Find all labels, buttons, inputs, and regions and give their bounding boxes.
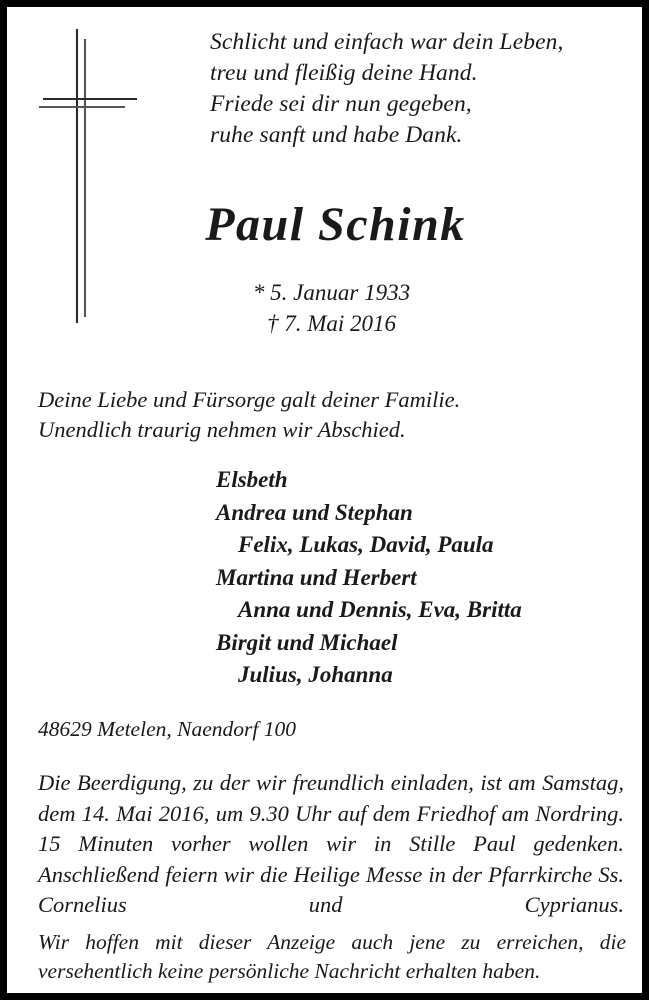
family-name-line: Elsbeth bbox=[216, 467, 288, 492]
birth-date-line: * 5. Januar 1933 bbox=[252, 280, 411, 305]
family-name-line: Birgit und Michael bbox=[216, 629, 398, 655]
funeral-details: Die Beerdigung, zu der wir freundlich einladen, ist am Samstag, dem 14. Mai 2016, um 9.30 Uhr auf dem Friedhof am Nordring. 15 Minuten vorher wollen wir in Stille Paul gedenken. Anschließend feiern wir die Heilige Messe in der Pfarrkirche Ss. Cornelius und Cyprianus. bbox=[38, 770, 624, 917]
family-name-line: Julius, Johanna bbox=[238, 662, 393, 687]
memorial-poem bbox=[210, 27, 630, 151]
family-name-line: Martina und Herbert bbox=[216, 564, 417, 590]
family-name-line: Anna und Dennis, Eva, Britta bbox=[238, 597, 522, 622]
poem-line: Schlicht und einfach war dein Leben, bbox=[210, 29, 564, 55]
life-dates bbox=[7, 277, 642, 339]
tribute-line: Deine Liebe und Fürsorge galt deiner Familie. bbox=[38, 387, 461, 412]
closing-note: Wir hoffen mit dieser Anzeige auch jene zu erreichen, die versehentlich keine persönliche Nachricht erhalten haben. bbox=[38, 930, 626, 983]
deceased-name: Paul Schink bbox=[205, 198, 466, 251]
tribute-text bbox=[38, 385, 598, 445]
family-name-line: Andrea und Stephan bbox=[216, 499, 413, 525]
poem-line: treu und fleißig deine Hand. bbox=[210, 60, 478, 86]
death-date-line: † 7. Mai 2016 bbox=[266, 311, 397, 336]
poem-line: Friede sei dir nun gegeben, bbox=[210, 91, 472, 117]
family-name-line: Felix, Lukas, David, Paula bbox=[238, 532, 494, 557]
family-names-list bbox=[7, 464, 642, 692]
family-address: 48629 Metelen, Naendorf 100 bbox=[38, 717, 296, 741]
poem-line: ruhe sanft und habe Dank. bbox=[210, 122, 463, 148]
tribute-line: Unendlich traurig nehmen wir Abschied. bbox=[38, 417, 406, 442]
notice-inner bbox=[7, 7, 642, 993]
